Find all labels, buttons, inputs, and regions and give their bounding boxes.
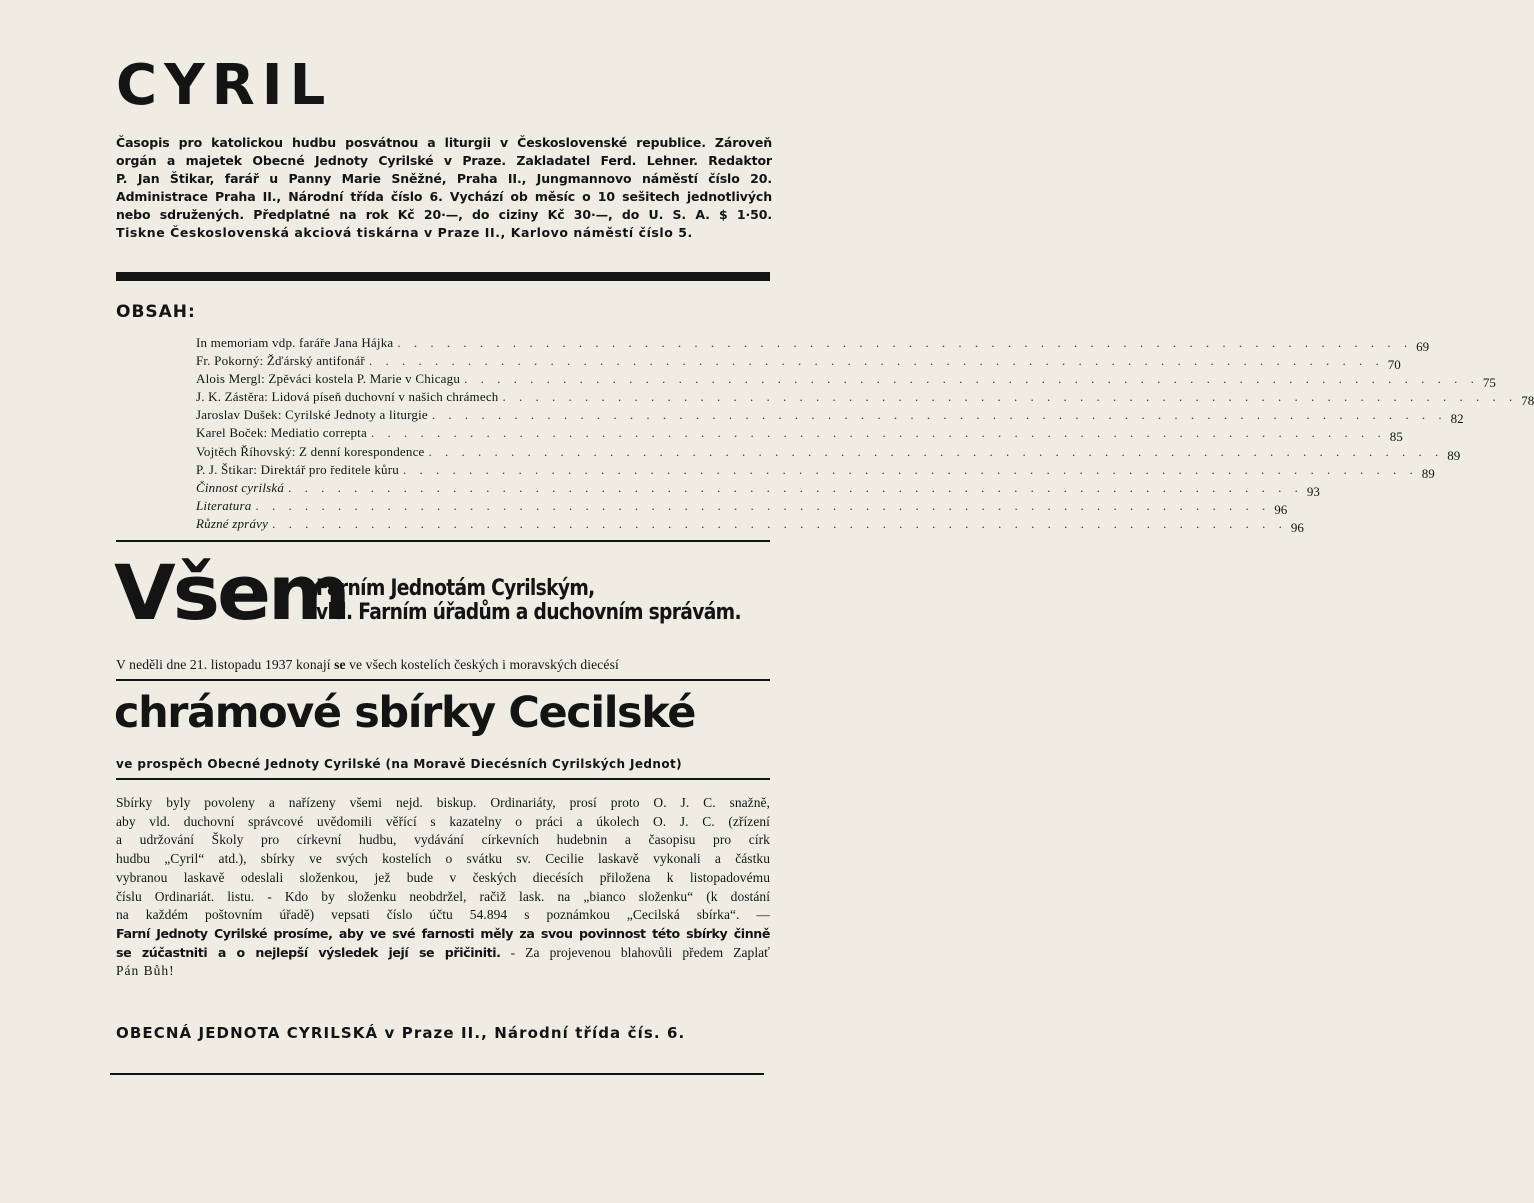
body-line: na každém poštovním úřadě) vepsati číslo účtu 54.894 s poznámkou „Cecilská sbírka“. — [116, 907, 770, 923]
collection-subheading: ve prospěch Obecné Jednoty Cyrilské (na Moravě Diecésních Cyrilských Jednot) [116, 757, 682, 771]
contents-leader-dots: . . . . . . . . . . . . . . . . . . . . . . . . . . . . . . . . . . . . . . . . . . . . . . . . . . . . . . . . . . . . . . [428, 443, 1444, 459]
thick-divider [116, 272, 770, 281]
contents-item-title: Jaroslav Dušek: Cyrilské Jednoty a liturgie [196, 407, 428, 423]
addressee-line: vld. Farním úřadům a duchovním správám. [316, 600, 741, 625]
contents-item [196, 424, 1403, 445]
body-line [116, 925, 770, 944]
divider-line [116, 778, 770, 780]
contents-item-title: Různé zprávy [196, 515, 269, 531]
contents-item [196, 443, 1461, 463]
contents-item-page: 69 [1416, 339, 1430, 354]
contents-item [196, 515, 1304, 535]
contents-leader-dots: . . . . . . . . . . . . . . . . . . . . . . . . . . . . . . . . . . . . . . . . . . . . . . . . . . . . . . . . . . . . . . [255, 497, 1271, 513]
body-bold-text: Farní Jednoty Cyrilské prosíme, aby ve své farnosti měly za svou povinnost této sbírky činně [116, 925, 770, 941]
contents-item-title: In memoriam vdp. faráře Jana Hájka [196, 335, 394, 350]
contents-item-page: 78 [1521, 393, 1534, 409]
imprint-line: Časopis pro katolickou hudbu posvátnou a liturgii v Československé republice. Zároveň [116, 135, 772, 150]
contents-leader-dots: . . . . . . . . . . . . . . . . . . . . . . . . . . . . . . . . . . . . . . . . . . . . . . . . . . . . . . . . . . . . . . [502, 389, 1518, 405]
contents-item-page: 93 [1306, 483, 1320, 499]
contents-item-title: Alois Mergl: Zpěváci kostela P. Marie v Chicagu [196, 371, 461, 387]
appeal-body [116, 794, 770, 981]
body-line: vybranou laskavě odeslali složenkou, jež bude v českých diecésích přiložena k listopadovému [116, 869, 770, 885]
publisher-line: OBECNÁ JEDNOTA CYRILSKÁ v Praze II., Národní třída čís. 6. [116, 1024, 686, 1042]
contents-leader-dots: . . . . . . . . . . . . . . . . . . . . . . . . . . . . . . . . . . . . . . . . . . . . . . . . . . . . . . . . . . . . . . [464, 371, 1479, 387]
table-of-contents [196, 334, 1534, 535]
contents-item-page: 82 [1450, 411, 1464, 427]
contents-item-title: Fr. Pokorný: Žďárský antifonář [196, 353, 365, 369]
contents-leader-dots: . . . . . . . . . . . . . . . . . . . . . . . . . . . . . . . . . . . . . . . . . . . . . . . . . . . . . . . . . . . . . . [431, 407, 1447, 423]
announcement-text-bold: se [334, 657, 346, 672]
contents-item [196, 497, 1288, 517]
contents-leader-dots: . . . . . . . . . . . . . . . . . . . . . . . . . . . . . . . . . . . . . . . . . . . . . . . . . . . . . . . . . . . . . . [370, 425, 1386, 441]
contents-item-title: Vojtěch Říhovský: Z denní korespondence [196, 443, 425, 459]
contents-item [196, 388, 1534, 409]
body-text: - Za projevenou blahovůli předem Zaplať [510, 944, 771, 960]
contents-item-title: J. K. Zástěra: Lidová píseň duchovní v našich chrámech [196, 389, 499, 405]
announcement-text: V neděli dne 21. listopadu 1937 konají [116, 657, 331, 672]
contents-item-page: 85 [1389, 429, 1403, 445]
contents-item [196, 352, 1401, 373]
body-line: Sbírky byly povoleny a nařízeny všemi nejd. biskup. Ordinariáty, prosí proto O. J. C. snažně, [116, 795, 770, 810]
contents-leader-dots: . . . . . . . . . . . . . . . . . . . . . . . . . . . . . . . . . . . . . . . . . . . . . . . . . . . . . . . . . . . . . . [397, 335, 1413, 350]
divider-line [110, 1073, 764, 1075]
contents-item [196, 406, 1464, 427]
divider-line [116, 679, 770, 681]
imprint-line: Tiskne Československá akciová tiskárna v Praze II., Karlovo náměstí číslo 5. [116, 225, 693, 241]
divider-line [116, 540, 770, 542]
contents-item [196, 370, 1496, 391]
contents-leader-dots: . . . . . . . . . . . . . . . . . . . . . . . . . . . . . . . . . . . . . . . . . . . . . . . . . . . . . . . . . . . . . . [368, 353, 1384, 369]
body-line: Pán Bůh! [116, 963, 175, 979]
contents-item-title: P. J. Štikar: Direktář pro ředitele kůru [196, 461, 399, 477]
contents-item-page: 70 [1387, 357, 1401, 373]
body-bold-text: se zúčastniti a o nejlepší výsledek její se přičiniti. [116, 944, 501, 960]
body-line: a udržování Školy pro církevní hudbu, vydávání církevních hudebnin a časopisu pro círk [116, 832, 770, 848]
collection-heading: chrámové sbírky Cecilské [114, 688, 696, 738]
body-line: hudbu „Cyril“ atd.), sbírky ve svých kostelích o svátku sv. Cecilie laskavě vykonali a částku [116, 851, 770, 867]
imprint-line: Administrace Praha II., Národní třída číslo 6. Vychází ob měsíc o 10 sešitech jednotlivých [116, 189, 772, 205]
imprint-paragraph [116, 134, 772, 243]
contents-item-title: Karel Boček: Mediatio correpta [196, 425, 367, 441]
contents-item-page: 89 [1447, 447, 1461, 463]
appeal-greeting-word: Všem [114, 548, 348, 637]
body-line: aby vld. duchovní správcové uvědomili věřící s kazatelny o práci a úkolech O. J. C. (zřízení [116, 813, 770, 829]
contents-heading: OBSAH: [116, 302, 196, 322]
contents-item [196, 479, 1320, 499]
contents-item-title: Činnost cyrilská [196, 479, 285, 495]
contents-item [196, 334, 1430, 354]
contents-item-page: 89 [1421, 465, 1435, 481]
imprint-line: nebo sdružených. Předplatné na rok Kč 20·—, do ciziny Kč 30·—, do U. S. A. $ 1·50. [116, 207, 772, 223]
announcement-text: ve všech kostelích českých i moravských diecésí [349, 657, 619, 672]
body-line [116, 944, 770, 963]
contents-item-page: 96 [1290, 519, 1304, 535]
imprint-line: P. Jan Štikar, farář u Panny Marie Sněžné, Praha II., Jungmannovo náměstí číslo 20. [116, 171, 772, 187]
contents-leader-dots: . . . . . . . . . . . . . . . . . . . . . . . . . . . . . . . . . . . . . . . . . . . . . . . . . . . . . . . . . . . . . . [402, 461, 1418, 477]
announcement-line [116, 657, 770, 673]
body-line: číslu Ordinariát. listu. - Kdo by složenku neobdržel, račiž lask. na „bianco složenku“ (k dostání [116, 888, 770, 904]
appeal-addressees [316, 577, 741, 625]
imprint-line: orgán a majetek Obecné Jednoty Cyrilské v Praze. Zakladatel Ferd. Lehner. Redaktor [116, 153, 772, 169]
contents-item-title: Literatura [196, 497, 252, 513]
contents-leader-dots: . . . . . . . . . . . . . . . . . . . . . . . . . . . . . . . . . . . . . . . . . . . . . . . . . . . . . . . . . . . . . . [272, 515, 1287, 531]
addressee-line: Farním Jednotám Cyrilským, [316, 576, 595, 601]
contents-item-page: 75 [1482, 375, 1496, 391]
contents-item [196, 461, 1435, 481]
contents-leader-dots: . . . . . . . . . . . . . . . . . . . . . . . . . . . . . . . . . . . . . . . . . . . . . . . . . . . . . . . . . . . . . . [288, 479, 1303, 495]
masthead-title: CYRIL [116, 53, 333, 118]
contents-item-page: 96 [1274, 501, 1288, 517]
